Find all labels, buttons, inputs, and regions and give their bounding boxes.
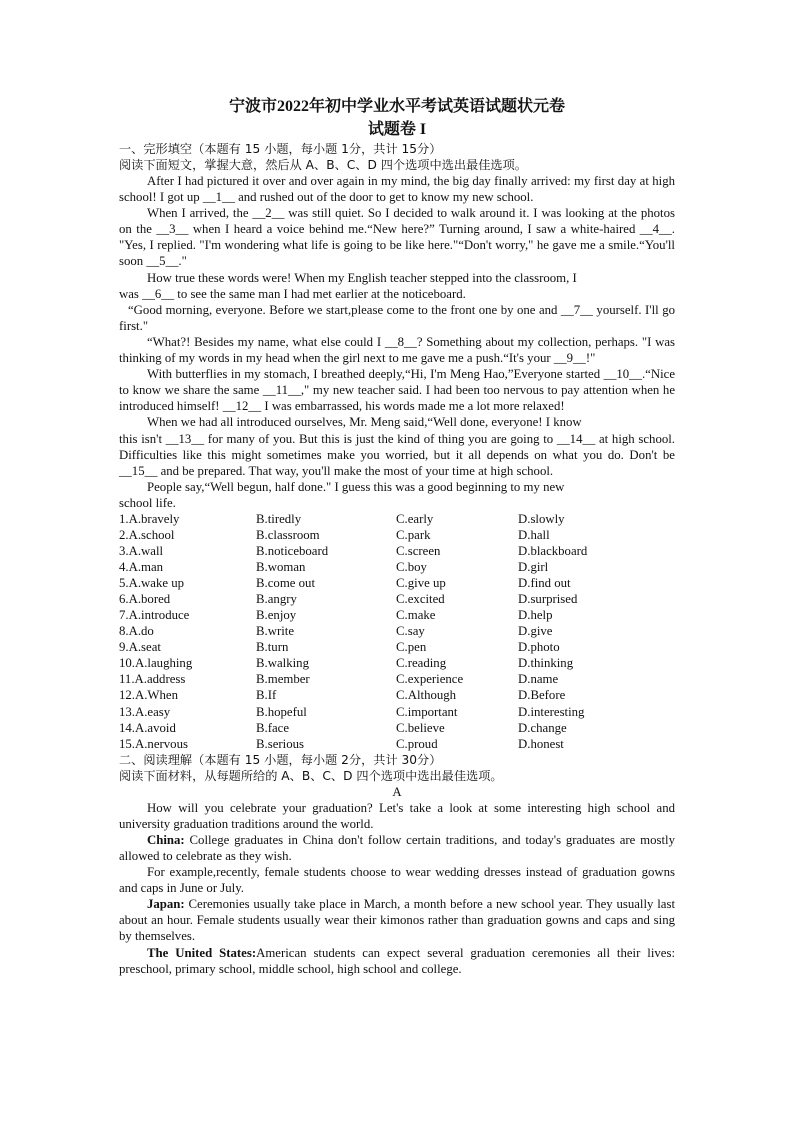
option-row	[119, 591, 675, 607]
option-row	[119, 720, 675, 736]
cloze-paragraph: When we had all introduced ourselves, Mr. Meng said,“Well done, everyone! I know	[147, 415, 582, 430]
page-title: 宁波市2022年初中学业水平考试英语试题状元卷	[228, 98, 565, 115]
reading-china	[119, 832, 675, 864]
option-row	[119, 671, 675, 687]
option-b: B.come out	[256, 576, 315, 591]
option-row	[119, 687, 675, 703]
option-b: B.member	[256, 672, 310, 687]
option-a: 13.A.easy	[119, 704, 171, 719]
option-c: C.Although	[396, 688, 457, 703]
cloze-paragraph: “What?! Besides my name, what else could I __8__? Something about my collection, perhaps. "I was thinking of my words in my head when the girl next to me gave me a push.“It's your __9__!"	[119, 334, 675, 366]
option-d: D.slowly	[518, 511, 565, 526]
option-a: 1.A.bravely	[119, 511, 180, 526]
option-c: C.proud	[396, 736, 438, 751]
cloze-paragraph: With butterflies in my stomach, I breathed deeply,“Hi, I'm Meng Hao,”Everyone started __10__.“Nice to know we share the same __11__," my new teacher said. I had been too nervous to pay attention when he introduced himself! __12__ I was embarrassed, his words made me a lot more relaxed!	[119, 367, 675, 414]
option-d: D.change	[518, 720, 567, 735]
option-b: B.tiredly	[256, 511, 302, 526]
option-d: D.honest	[518, 736, 564, 751]
passage-label: A	[392, 784, 402, 799]
option-c: C.reading	[396, 656, 447, 671]
option-b: B.enjoy	[256, 608, 297, 623]
option-row	[119, 704, 675, 720]
option-row	[119, 655, 675, 671]
cloze-paragraph: this isn't __13__ for many of you. But this is just the kind of thing you are going to __14__ at high school. Difficulties like this might sometimes make you worried, but it all depends on what you do. Don't be __15__ and be prepared. That way, you'll make the most of your time at high school.	[119, 431, 675, 478]
option-b: B.face	[256, 720, 290, 735]
option-c: C.park	[396, 528, 431, 543]
option-a: 9.A.seat	[119, 640, 161, 655]
option-c: C.say	[396, 624, 425, 639]
option-b: B.hopeful	[256, 704, 307, 719]
options-list	[119, 511, 675, 752]
option-row	[119, 527, 675, 543]
option-a: 15.A.nervous	[119, 736, 188, 751]
section1-heading: 一、完形填空（本题有 15 小题，每小题 1分，共计 15分）	[119, 142, 442, 156]
option-row	[119, 607, 675, 623]
option-b: B.If	[256, 688, 277, 703]
option-a: 6.A.bored	[119, 592, 171, 607]
option-c: C.important	[396, 704, 458, 719]
option-d: D.give	[518, 624, 553, 639]
option-c: C.excited	[396, 592, 445, 607]
option-a: 2.A.school	[119, 528, 175, 543]
option-row	[119, 543, 675, 559]
option-b: B.walking	[256, 656, 309, 671]
option-d: D.find out	[518, 576, 571, 591]
option-b: B.serious	[256, 736, 304, 751]
option-a: 8.A.do	[119, 624, 154, 639]
page-subtitle: 试题卷 I	[367, 121, 427, 138]
option-b: B.angry	[256, 592, 297, 607]
option-a: 11.A.address	[119, 672, 186, 687]
option-d: D.Before	[518, 688, 566, 703]
option-a: 3.A.wall	[119, 544, 164, 559]
option-c: C.screen	[396, 544, 441, 559]
option-row	[119, 736, 675, 752]
option-row	[119, 639, 675, 655]
option-a: 4.A.man	[119, 560, 164, 575]
china-text: College graduates in China don't follow certain traditions, and today's graduates are mostly allowed to celebrate as they wish.	[119, 832, 675, 863]
section1-instruction: 阅读下面短文，掌握大意，然后从 A、B、C、D 四个选项中选出最佳选项。	[119, 158, 527, 172]
option-d: D.name	[518, 672, 559, 687]
option-b: B.write	[256, 624, 295, 639]
cloze-paragraph: How true these words were! When my English teacher stepped into the classroom, I	[147, 270, 577, 285]
japan-text: Ceremonies usually take place in March, a month before a new school year. They usually last about an hour. Female students usually wear their kimonos rather than graduation gowns and caps and sing by themselves.	[119, 897, 675, 944]
option-row	[119, 575, 675, 591]
option-d: D.help	[518, 608, 553, 623]
option-d: D.thinking	[518, 656, 574, 671]
japan-label: Japan:	[147, 897, 185, 912]
section2-heading: 二、阅读理解（本题有 15 小题，每小题 2分，共计 30分）	[119, 752, 442, 767]
cloze-paragraph: When I arrived, the __2__ was still quiet. So I decided to walk around it. I was looking at the photos on the __3__ when I heard a voice behind me.“New here?” Turning around, I saw a white-haired __4__. "Yes, I replied. "I'm wondering what life is going to be like here."“Don't worry," he gave me a smile.“You'll soon __5__."	[119, 206, 675, 269]
option-c: C.make	[396, 608, 436, 623]
exam-page	[119, 96, 675, 977]
cloze-paragraph: After I had pictured it over and over again in my mind, the big day finally arrived: my first day at high school! I got up __1__ and rushed out of the door to get to know my new school.	[119, 174, 675, 205]
option-b: B.woman	[256, 560, 306, 575]
reading-china-example: For example,recently, female students choose to wear wedding dresses instead of graduation gowns and caps in June or July.	[119, 865, 675, 896]
option-a: 5.A.wake up	[119, 576, 185, 591]
option-row	[119, 559, 675, 575]
china-label: China:	[147, 832, 185, 847]
option-row	[119, 511, 675, 527]
option-c: C.give up	[396, 576, 446, 591]
cloze-paragraph: “Good morning, everyone. Before we start,please come to the front one by one and __7__ yourself. I'll go first."	[119, 302, 675, 333]
us-label: The United States:	[147, 945, 257, 960]
us-text: American students can expect several graduation ceremonies all their lives: preschool, primary school, middle school, high school and college.	[119, 945, 676, 976]
option-a: 14.A.avoid	[119, 720, 176, 735]
option-c: C.pen	[396, 640, 427, 655]
section2-instruction: 阅读下面材料，从每题所给的 A、B、C、D 四个选项中选出最佳选项。	[119, 768, 503, 783]
cloze-paragraph: school life.	[119, 495, 176, 510]
cloze-paragraph: was __6__ to see the same man I had met earlier at the noticeboard.	[119, 286, 466, 301]
option-d: D.photo	[518, 640, 560, 655]
option-d: D.blackboard	[518, 544, 588, 559]
option-d: D.hall	[518, 528, 550, 543]
reading-japan	[119, 896, 675, 944]
reading-intro: How will you celebrate your graduation? Let's take a look at some interesting high school and university graduation traditions around the world.	[119, 800, 675, 831]
option-b: B.turn	[256, 640, 289, 655]
option-a: 10.A.laughing	[119, 656, 193, 671]
option-d: D.interesting	[518, 704, 585, 719]
option-d: D.surprised	[518, 592, 578, 607]
cloze-paragraph: People say,“Well begun, half done." I guess this was a good beginning to my new	[147, 479, 565, 494]
reading-us	[119, 945, 675, 977]
option-c: C.believe	[396, 720, 445, 735]
option-b: B.classroom	[256, 528, 320, 543]
option-c: C.early	[396, 511, 434, 526]
option-row	[119, 623, 675, 639]
option-a: 7.A.introduce	[119, 608, 190, 623]
option-b: B.noticeboard	[256, 544, 329, 559]
option-d: D.girl	[518, 560, 549, 575]
option-a: 12.A.When	[119, 688, 178, 703]
option-c: C.experience	[396, 672, 464, 687]
option-c: C.boy	[396, 560, 427, 575]
